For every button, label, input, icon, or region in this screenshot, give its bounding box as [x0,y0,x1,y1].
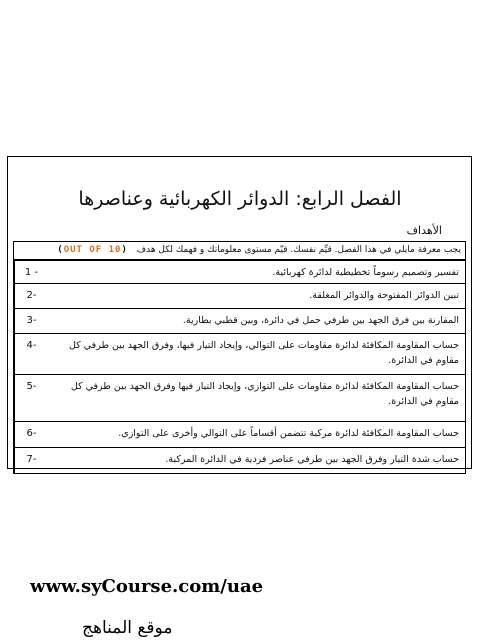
objective-number: 4- [14,334,48,374]
badge-close-paren: ) [121,245,128,255]
chapter-title: الفصل الرابع: الدوائر الكهربائية وعناصرها [78,188,402,210]
intro-row [14,242,465,261]
intro-text: يجب معرفة مايلي في هذا الفصل. قيِّم نفسك. قيّم مستوى معلوماتك و فهمك لكل هدف [136,245,461,255]
objective-text: حساب المقاومة المكافئة لدائرة مقاومات على التوازي، وإيجاد التيار فيها وفرق الجهد بين طرفي كل مقاوم في الدائرة. [70,381,459,407]
objective-row [14,422,465,448]
objective-number: 1 - [14,261,48,283]
objective-number: 3- [14,309,48,333]
objective-number: 7- [14,448,48,473]
objective-number: 2- [14,284,48,308]
objective-row [14,375,465,422]
objective-number: 5- [14,375,48,421]
objective-row [14,334,465,375]
objective-row [14,284,465,309]
objective-row [14,261,465,284]
objective-text: حساب شدة التيار وفرق الجهد بين طرفي عناصر فردية في الدائرة المركبة. [165,454,459,465]
objective-number: 6- [14,422,48,447]
objective-text: تبين الدوائر المفتوحة والدوائر المغلقة. [309,290,459,301]
objective-text: حساب المقاومة المكافئة لدائرة مركبة تتضمن أقساماً على التوالي وأخرى على التوازي. [118,428,459,439]
objective-row [14,309,465,334]
badge-open-paren: ( [57,245,64,255]
objective-text: المقارنة بين فرق الجهد بين طرفي حمل في دائرة، وبين قطبي بطارية. [182,315,459,326]
objectives-label: الأهداف [406,224,442,237]
footer-site-name: موقع المناهج [82,618,173,638]
objective-text: تفسير وتصميم رسوماً تخطيطية لدائرة كهربائية. [272,267,459,278]
score-badge [57,242,128,259]
footer-url: www.syCourse.com/uae [30,576,264,597]
badge-text: OUT OF 10 [63,245,122,255]
objective-text: حساب المقاومة المكافئة لدائرة مقاومات على التوالي، وإيجاد التيار فيها، وفرق الجهد بين طرفي كل مقاوم في الدائرة. [69,340,459,366]
objective-row [14,448,465,473]
objectives-table [13,241,466,474]
